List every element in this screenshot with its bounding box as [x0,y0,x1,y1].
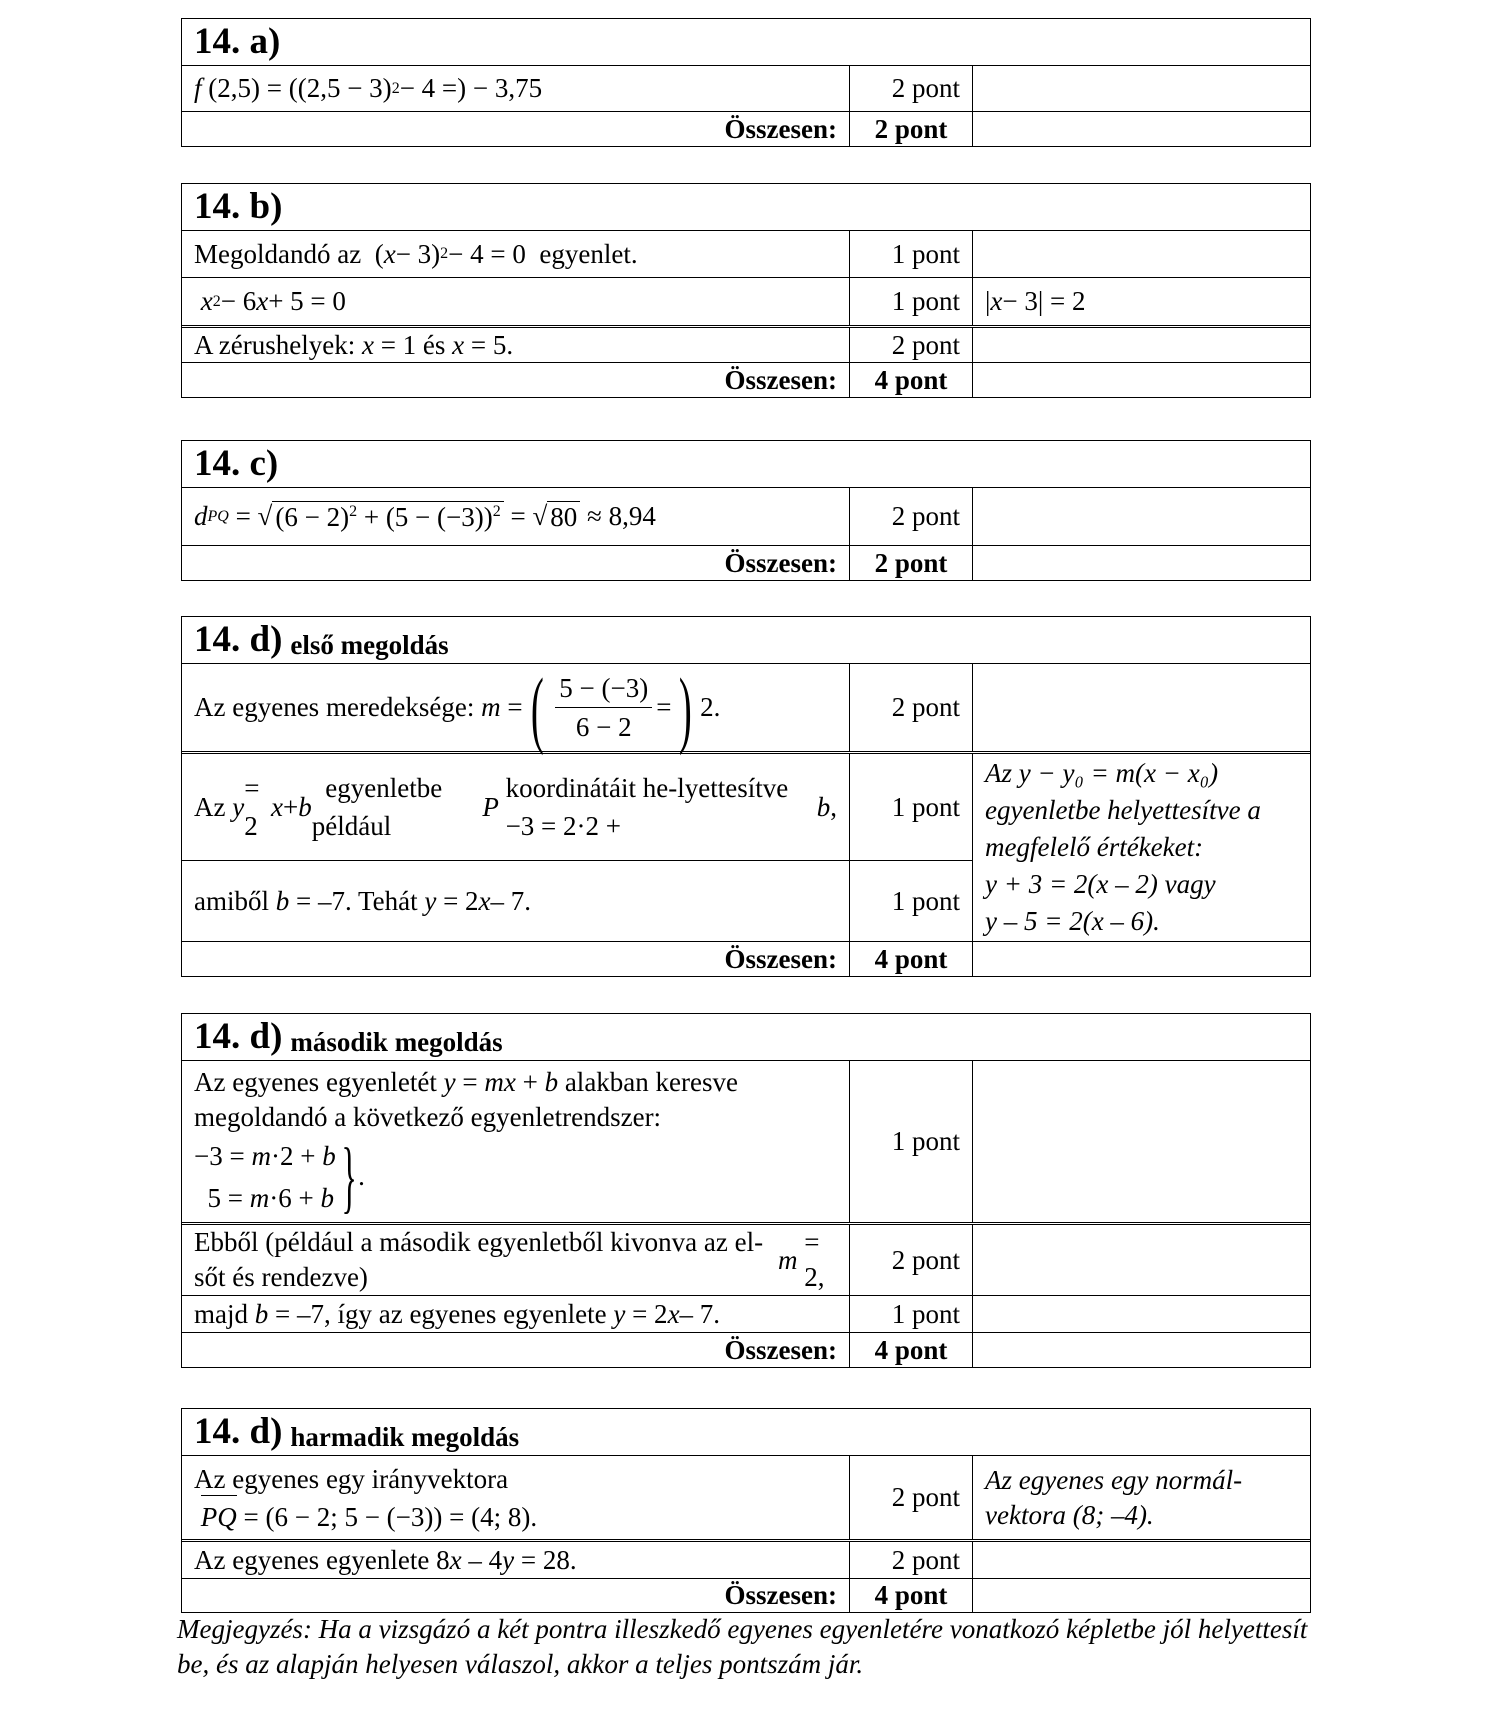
table-14b [181,183,1311,398]
section-header: 14. a) [194,21,281,62]
points-cell: 2 pont [850,1542,973,1578]
points-cell: 1 pont [850,278,973,325]
points-cell: 1 pont [850,861,973,941]
table-14d-third [181,1408,1311,1613]
points-cell: 2 pont [850,328,973,362]
text-cell: Az egyenes egyenletét y = mx + b alakban keresve megoldandó a következő egyenletrendszer: −3 = m·2 + b 5 = m·6 + b } . [182,1061,850,1222]
section-header: 14. d) első megoldás [194,619,449,660]
text-cell: Az egyenes egy irányvektora PQ = (6 − 2; 5 − (−3)) = (4; 8). [182,1456,850,1539]
total-label: Összesen: [182,1579,850,1612]
section-header: 14. b) [194,186,283,227]
table-14a [181,18,1311,147]
points-cell: 1 pont [850,1061,973,1222]
comment-cell: Az y − y₀ = m(x − x₀) egyenletbe helyettesítve a megfelelő értékeket: y + 3 = 2(x – 2) vagy y – 5 = 2(x – 6). [985,758,1261,936]
section-header: 14. d) harmadik megoldás [194,1411,520,1452]
total-label: Összesen: [182,1333,850,1367]
points-cell: 2 pont [850,1225,973,1295]
text-cell: majd b = –7, így az egyenes egyenlete y = 2 x – 7. [182,1296,850,1332]
total-points: 2 pont [850,112,973,146]
text-cell: Az y = 2 x + b egyenletbe például P koordinátáit he-lyettesítve −3 = 2·2 + b , [182,754,850,860]
table-14c [181,440,1311,581]
text-cell: Az egyenes meredeksége: m = ( $\frac{5 - (-3)}{6 - 2}$ = ) 2. [182,664,850,751]
total-label: Összesen: [182,546,850,580]
comment-cell: Az egyenes egy normál-vektora (8; –4). [985,1464,1243,1530]
total-points: 4 pont [850,1579,973,1612]
points-cell: 2 pont [850,66,973,111]
comment-cell [973,66,1310,111]
table-14d-first [181,616,1311,977]
formula-cell: Megoldandó az ( x − 3) 2 − 4 = 0 egyenlet. [182,231,850,277]
footnote: Megjegyzés: Ha a vizsgázó a két pontra illeszkedő egyenes egyenletére vonatkozó képletbe jól helyettesít be, és az alapján helyesen válaszol, akkor a teljes pontszám jár. [177,1614,1308,1679]
text-cell: Az egyenes egyenlete 8 x – 4 y = 28. [182,1542,850,1578]
text-cell: amiből b = –7. Tehát y = 2 x – 7. [182,861,850,941]
formula-cell: d PQ = √ $(6 - 2)^2 + (5 - (-3))^2$ = √ 80 ≈ 8,94 [182,488,850,545]
formula-cell: x 2 − 6 x + 5 = 0 [182,278,850,325]
total-label: Összesen: [182,112,850,146]
points-cell: 2 pont [850,664,973,751]
text-cell: Ebből (például a második egyenletből kivonva az el-sőt és rendezve) m = 2, [182,1225,850,1295]
points-cell: 2 pont [850,1456,973,1539]
section-subheader: második megoldás [290,1027,503,1057]
comment-cell: | x − 3| = 2 [985,286,1086,316]
text-cell: A zérushelyek: x = 1 és x = 5. [182,328,850,362]
points-cell: 1 pont [850,1296,973,1332]
section-header: 14. c) [194,443,279,484]
points-cell: 2 pont [850,488,973,545]
total-points: 4 pont [850,1333,973,1367]
total-label: Összesen: [182,363,850,397]
points-cell: 1 pont [850,754,973,860]
total-points: 2 pont [850,546,973,580]
formula-cell: f (2,5) = ((2,5 − 3) 2 − 4 =) − 3,75 [182,66,850,111]
section-subheader: első megoldás [290,630,449,660]
points-cell: 1 pont [850,231,973,277]
section-subheader: harmadik megoldás [290,1422,520,1452]
total-label: Összesen: [182,942,850,976]
table-14d-second [181,1013,1311,1368]
total-points: 4 pont [850,942,973,976]
section-header: 14. d) második megoldás [194,1016,503,1057]
total-points: 4 pont [850,363,973,397]
